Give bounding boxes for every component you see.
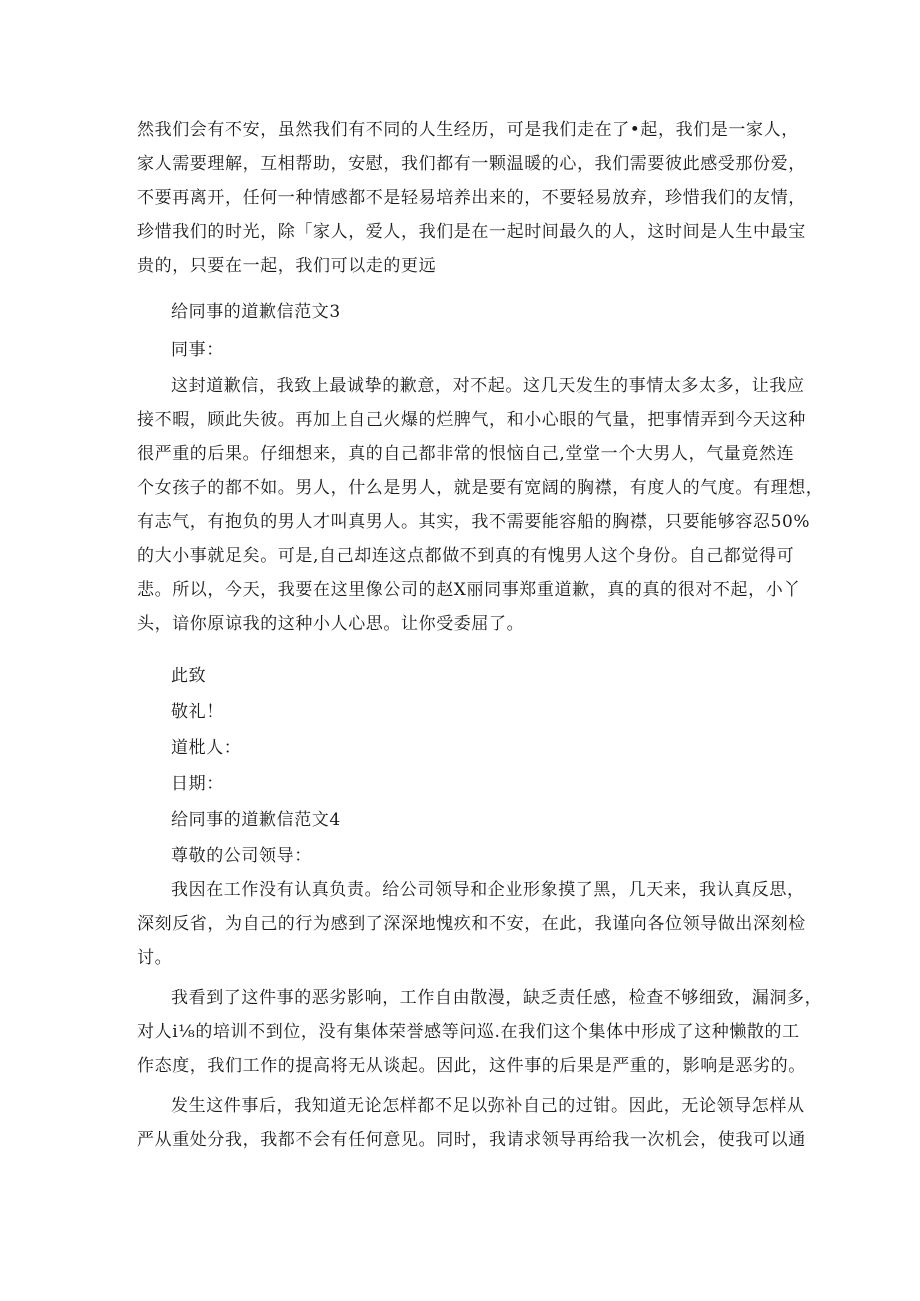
text-line: 然我们会有不安，虽然我们有不同的人生经历，可是我们走在了•起，我们是一家人， xyxy=(137,120,799,140)
date-label: 日期： xyxy=(171,774,224,794)
text-line: 头，谙你原谅我的这种小人心思。让你受委屈了。 xyxy=(137,614,525,634)
text-line: 严从重处分我，我都不会有任何意见。同时，我请求领导再给我一次机会，使我可以通 xyxy=(137,1130,806,1150)
text-line: 深刻反省，为自己的行为感到了深深地愧疚和不安，在此，我谨向各位领导做出深刻检 xyxy=(137,914,806,934)
text-line: 珍惜我们的时光，除「家人，爱人，我们是在一起时间最久的人，这时间是人生中最宝 xyxy=(137,222,806,242)
text-line: 作态度，我们工作的提高将无从谈起。因此，这件事的后果是严重的，影响是恶劣的。 xyxy=(137,1056,806,1076)
text-line: 悲。所以，今天，我要在这里像公司的赵X丽同事郑重道歉，真的真的很对不起，小丫 xyxy=(137,580,801,600)
text-line: 很严重的后果。仔细想来，真的自己都非常的恨恼自己,堂堂一个大男人，气量竟然连 xyxy=(137,444,795,464)
salutation-3: 同事： xyxy=(171,340,224,360)
text-line: 贵的，只要在一起，我们可以走的更远 xyxy=(137,256,437,276)
text-line: 的大小事就足矣。可是,自己却连这点都做不到真的有愧男人这个身份。自己都觉得可 xyxy=(137,546,795,566)
text-line: 接不暇，顾此失彼。再加上自己火爆的烂脾气，和小心眼的气量，把事情弄到今天这种 xyxy=(137,410,806,430)
text-line: 个女孩子的都不如。男人，什么是男人，就是要有宽阔的胸襟，有度人的气度。有理想， xyxy=(137,478,824,498)
closing-line-1: 此致 xyxy=(171,666,207,686)
closing-line-2: 敬礼！ xyxy=(171,702,224,722)
paragraph-4c xyxy=(137,1089,806,1157)
signature-label: 道枇人： xyxy=(171,738,242,758)
section-heading-3: 给同事的道歉信范文3 xyxy=(171,302,341,322)
paragraph-top xyxy=(137,113,806,283)
salutation-4: 尊敬的公司领导： xyxy=(171,846,312,866)
paragraph-4b xyxy=(137,981,823,1083)
text-line: 我看到了这件事的恶劣影响，工作自由散漫，缺乏责任感，检查不够细致，漏洞多， xyxy=(171,988,823,1008)
text-line: 讨。 xyxy=(137,948,173,968)
text-line: 家人需要理解，互相帮助，安慰，我们都有一颗温暖的心，我们需要彼此感受那份爱， xyxy=(137,154,806,174)
section-heading-4: 给同事的道歉信范文4 xyxy=(171,810,341,830)
text-line: 有志气，有抱负的男人才叫真男人。其实，我不需要能容船的胸襟，只要能够容忍50% xyxy=(137,512,811,532)
text-line: 发生这件事后，我知道无论怎样都不足以弥补自己的过钳。因此，无论领导怎样从 xyxy=(171,1096,805,1116)
text-line: 这封道歉信，我致上最诚挚的歉意，对不起。这几天发生的事情太多太多，让我应 xyxy=(171,376,805,396)
paragraph-4a xyxy=(137,873,806,975)
text-line: 我因在工作没有认真负责。给公司领导和企业形象摸了黑，几天来，我认真反思， xyxy=(171,880,805,900)
text-line: 对人i⅛的培训不到位，没有集体荣誉感等问巡.在我们这个集体中形成了这种懒散的工 xyxy=(137,1022,800,1042)
text-line: 不要再离开，任何一种情感都不是轻易培养出来的，不要轻易放弃，珍惜我们的友情， xyxy=(137,188,806,208)
paragraph-3 xyxy=(137,369,824,641)
